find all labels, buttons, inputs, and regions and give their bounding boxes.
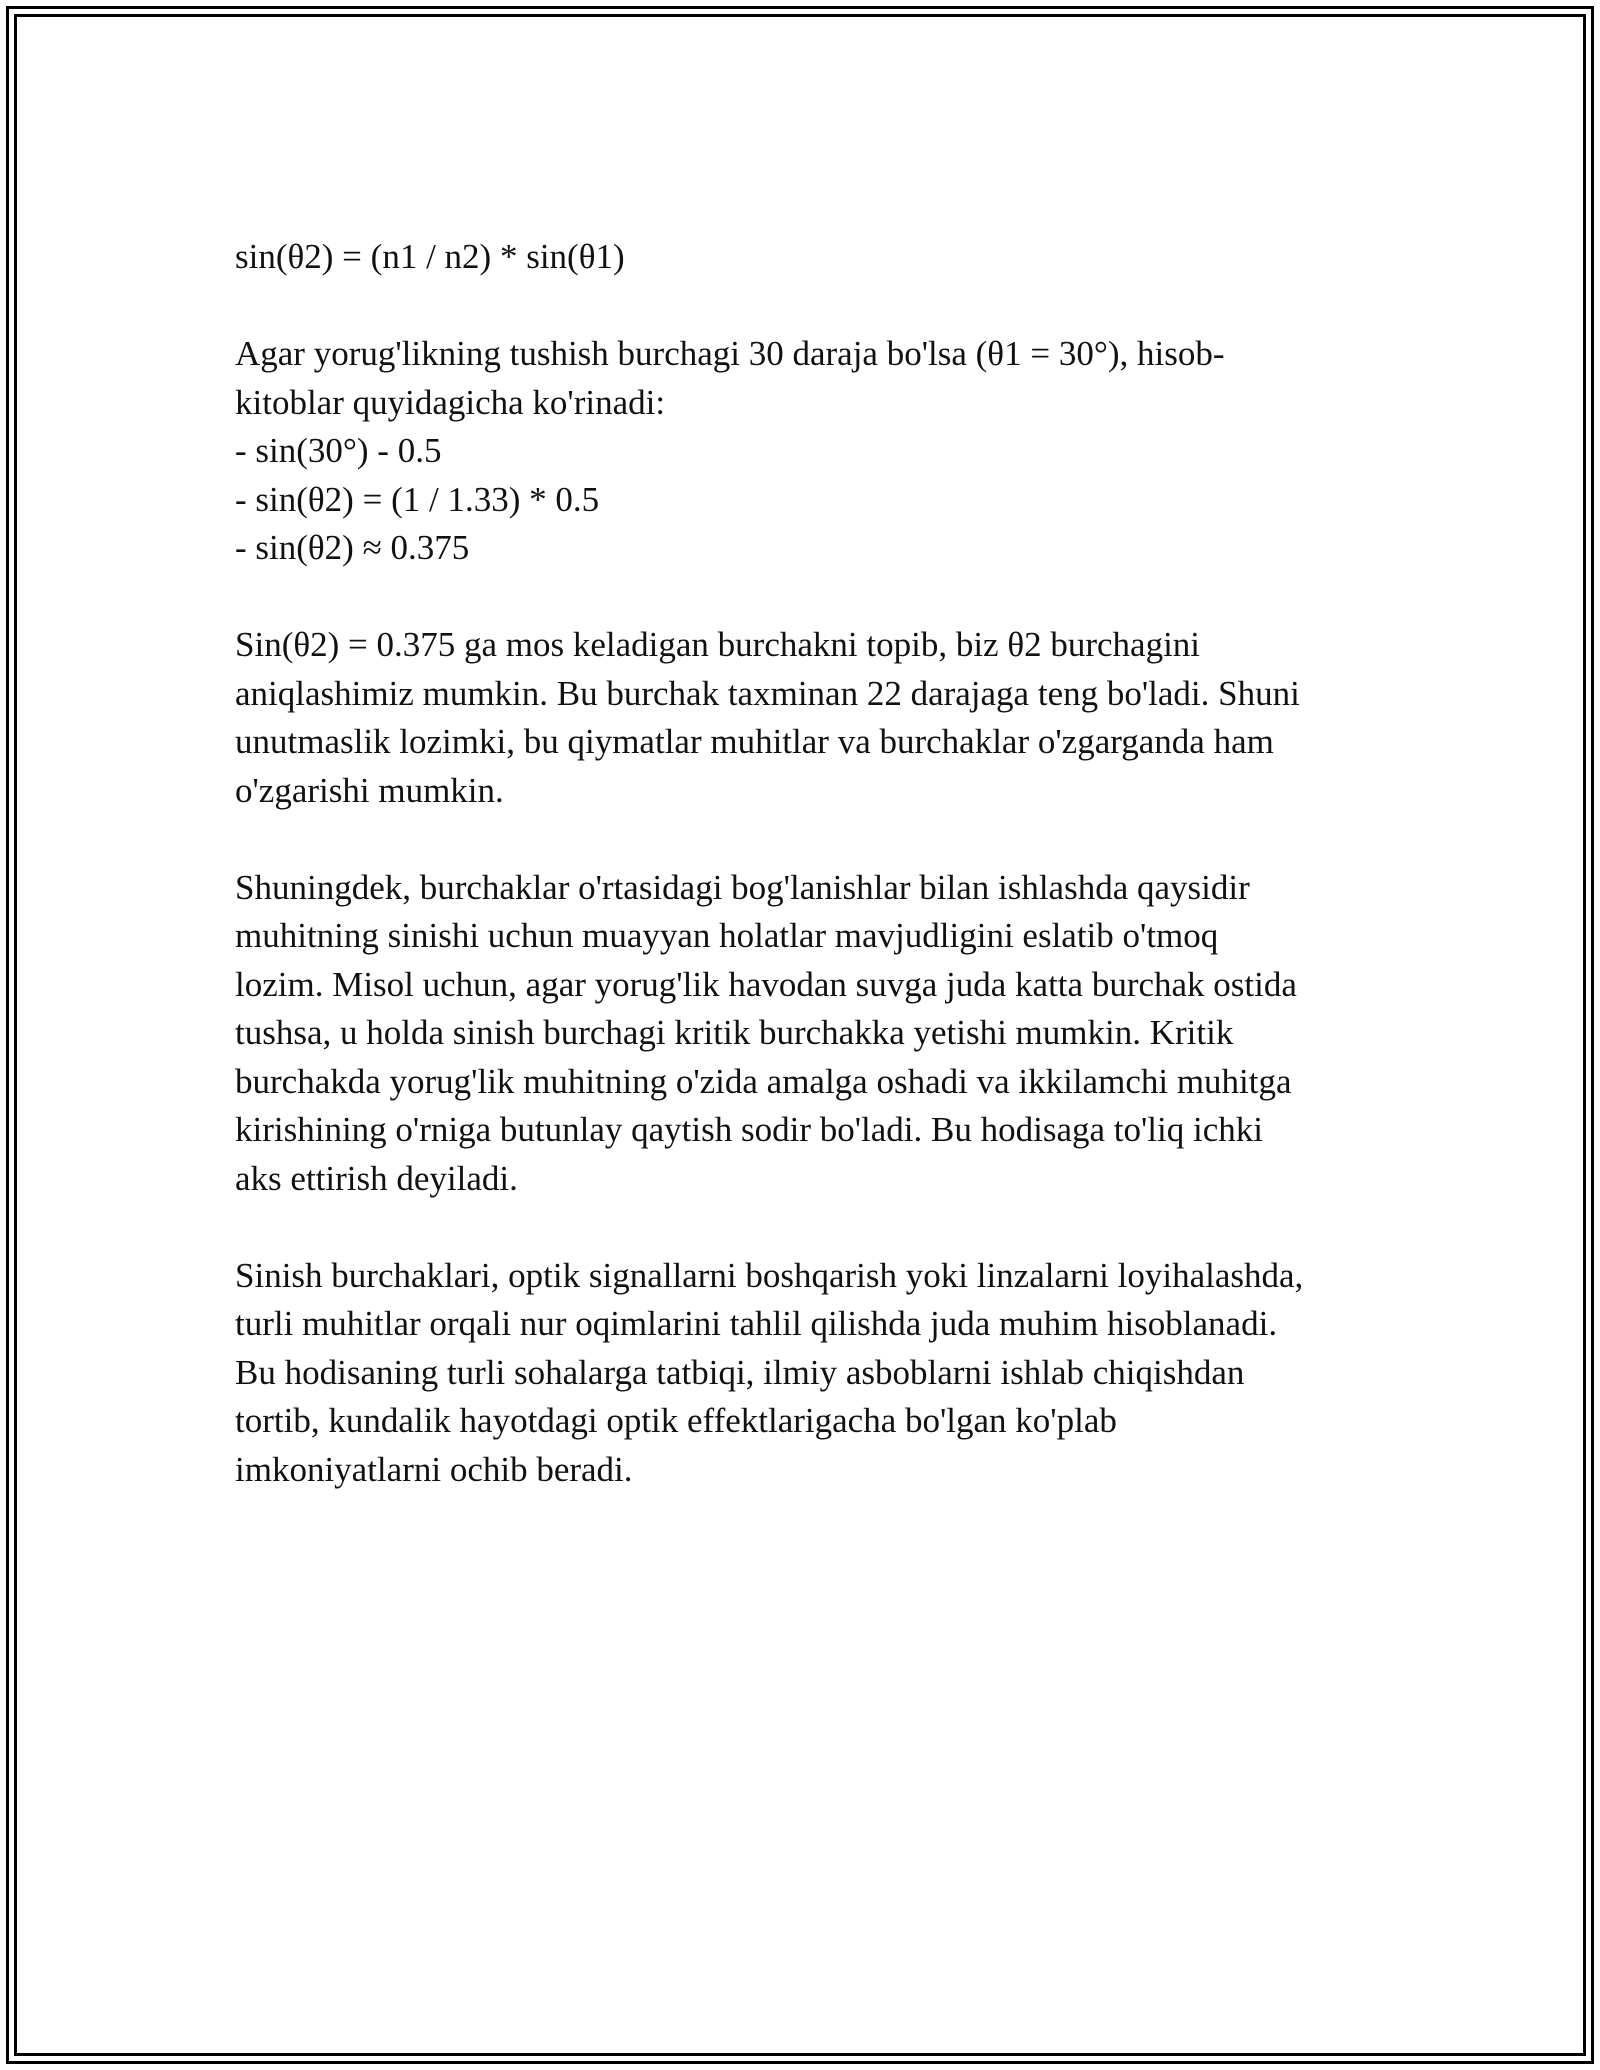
text-line: aks ettirish deyiladi. (235, 1158, 518, 1198)
text-line: kirishining o'rniga butunlay qaytish sodir bo'ladi. Bu hodisaga to'liq ichki (235, 1110, 1263, 1149)
blank-line (235, 282, 1395, 331)
blank-line (235, 1203, 1395, 1252)
list-item: - sin(θ2) = (1 / 1.33) * 0.5 (235, 479, 600, 519)
text-line: o'zgarishi mumkin. (235, 770, 504, 810)
document-body (235, 233, 1395, 1494)
paragraph-1 (235, 330, 1395, 573)
text-line: imkoniyatlarni ochib beradi. (235, 1449, 633, 1489)
text-line: Sinish burchaklari, optik signallarni boshqarish yoki linzalarni loyihalashda, (235, 1255, 1304, 1295)
text-line: lozim. Misol uchun, agar yorug'lik havodan suvga juda katta burchak ostida (235, 964, 1297, 1004)
text-line: burchakda yorug'lik muhitning o'zida amalga oshadi va ikkilamchi muhitga (235, 1061, 1292, 1101)
paragraph-4 (235, 1252, 1395, 1495)
list-item: - sin(30°) - 0.5 (235, 431, 442, 470)
list-item: - sin(θ2) ≈ 0.375 (235, 528, 470, 567)
text-line: unutmaslik lozimki, bu qiymatlar muhitlar va burchaklar o'zgarganda ham (235, 722, 1274, 761)
text-line: tushsa, u holda sinish burchagi kritik burchakka yetishi mumkin. Kritik (235, 1013, 1234, 1052)
paragraph-3 (235, 864, 1395, 1204)
paragraph-2 (235, 621, 1395, 815)
text-line: Bu hodisaning turli sohalarga tatbiqi, ilmiy asboblarni ishlab chiqishdan (235, 1352, 1245, 1392)
text-line: muhitning sinishi uchun muayyan holatlar mavjudligini eslatib o'tmoq (235, 916, 1219, 955)
text-line: Agar yorug'likning tushish burchagi 30 daraja bo'lsa (θ1 = 30°), hisob- (235, 334, 1225, 373)
blank-line (235, 573, 1395, 622)
blank-line (235, 815, 1395, 864)
text-line: tortib, kundalik hayotdagi optik effektlarigacha bo'lgan ko'plab (235, 1401, 1117, 1440)
formula-line: sin(θ2) = (n1 / n2) * sin(θ1) (235, 237, 625, 276)
text-line: aniqlashimiz mumkin. Bu burchak taxminan 22 darajaga teng bo'ladi. Shuni (235, 673, 1300, 713)
text-line: Shuningdek, burchaklar o'rtasidagi bog'lanishlar bilan ishlashda qaysidir (235, 867, 1250, 907)
text-line: turli muhitlar orqali nur oqimlarini tahlil qilishda juda muhim hisoblanadi. (235, 1304, 1278, 1343)
text-line: Sin(θ2) = 0.375 ga mos keladigan burchakni topib, biz θ2 burchagini (235, 625, 1201, 664)
text-line: kitoblar quyidagicha ko'rinadi: (235, 382, 666, 422)
